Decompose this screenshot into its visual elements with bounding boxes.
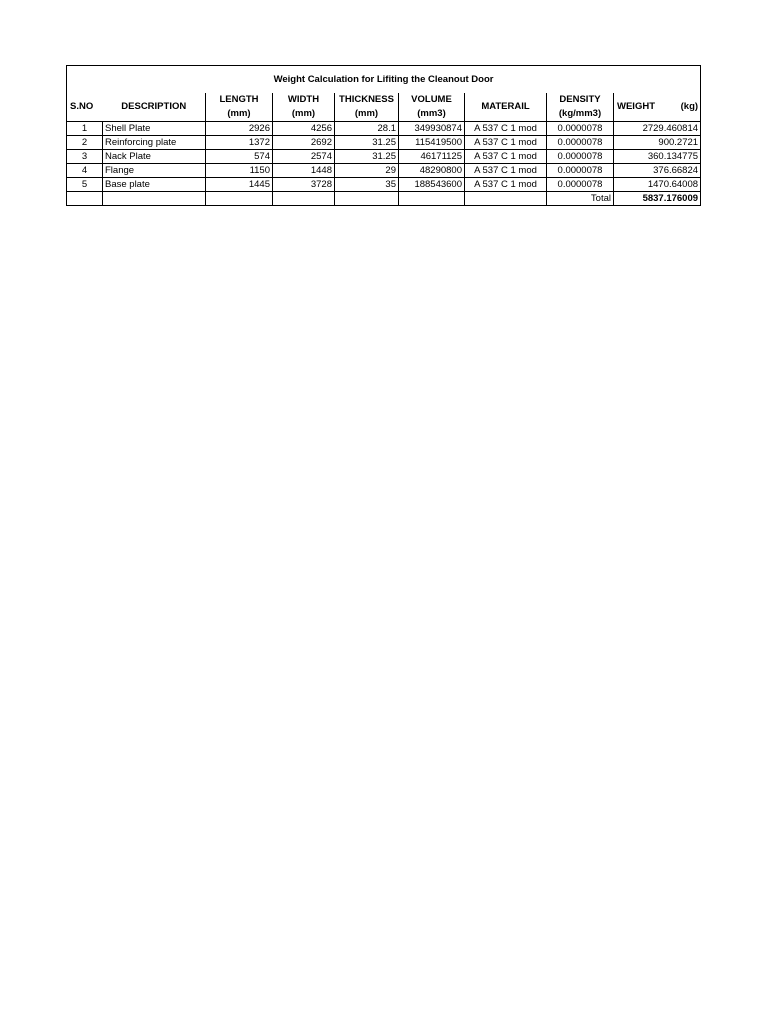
cell-sno: 2 bbox=[67, 136, 103, 150]
header-weight-label: WEIGHT bbox=[617, 101, 655, 112]
table-row bbox=[67, 136, 701, 150]
cell-length: 1445 bbox=[206, 178, 273, 192]
header-thickness-unit: (mm) bbox=[354, 108, 379, 119]
header-sno: S.NO bbox=[67, 93, 103, 122]
cell-width: 2692 bbox=[273, 136, 335, 150]
empty-cell bbox=[335, 192, 399, 206]
header-thickness-label: THICKNESS bbox=[339, 94, 394, 105]
cell-material: A 537 C 1 mod bbox=[465, 136, 547, 150]
total-row bbox=[67, 192, 701, 206]
cell-volume: 349930874 bbox=[399, 122, 465, 136]
cell-material: A 537 C 1 mod bbox=[465, 150, 547, 164]
header-length-unit: (mm) bbox=[227, 108, 251, 119]
cell-thickness: 31.25 bbox=[335, 136, 399, 150]
total-label: Total bbox=[547, 192, 614, 206]
header-weight-unit: (kg) bbox=[680, 101, 699, 112]
cell-sno: 3 bbox=[67, 150, 103, 164]
cell-thickness: 28.1 bbox=[335, 122, 399, 136]
title-row bbox=[67, 66, 701, 94]
cell-sno: 1 bbox=[67, 122, 103, 136]
empty-cell bbox=[273, 192, 335, 206]
header-width-unit: (mm) bbox=[291, 108, 316, 119]
cell-weight: 2729.460814 bbox=[614, 122, 701, 136]
cell-thickness: 31.25 bbox=[335, 150, 399, 164]
header-density-unit: (kg/mm3) bbox=[558, 108, 602, 119]
cell-density: 0.0000078 bbox=[547, 136, 614, 150]
cell-description: Nack Plate bbox=[103, 150, 206, 164]
header-density bbox=[547, 93, 614, 122]
cell-weight: 376.66824 bbox=[614, 164, 701, 178]
cell-length: 1372 bbox=[206, 136, 273, 150]
table-row bbox=[67, 178, 701, 192]
cell-volume: 115419500 bbox=[399, 136, 465, 150]
header-volume-label: VOLUME bbox=[411, 94, 452, 105]
header-material: MATERAIL bbox=[465, 93, 547, 122]
cell-description: Shell Plate bbox=[103, 122, 206, 136]
header-density-label: DENSITY bbox=[559, 94, 601, 105]
total-weight-value: 5837.176009 bbox=[614, 192, 701, 206]
cell-weight: 900.2721 bbox=[614, 136, 701, 150]
cell-volume: 46171125 bbox=[399, 150, 465, 164]
cell-volume: 48290800 bbox=[399, 164, 465, 178]
header-volume-unit: (mm3) bbox=[417, 108, 446, 119]
header-width-label: WIDTH bbox=[287, 94, 320, 105]
header-volume bbox=[399, 93, 465, 122]
cell-material: A 537 C 1 mod bbox=[465, 122, 547, 136]
table-title: Weight Calculation for Lifiting the Cleanout Door bbox=[67, 66, 701, 94]
cell-width: 3728 bbox=[273, 178, 335, 192]
cell-description: Base plate bbox=[103, 178, 206, 192]
cell-density: 0.0000078 bbox=[547, 122, 614, 136]
cell-material: A 537 C 1 mod bbox=[465, 178, 547, 192]
cell-description: Reinforcing plate bbox=[103, 136, 206, 150]
cell-material: A 537 C 1 mod bbox=[465, 164, 547, 178]
cell-length: 1150 bbox=[206, 164, 273, 178]
cell-sno: 4 bbox=[67, 164, 103, 178]
header-length bbox=[206, 93, 273, 122]
cell-width: 1448 bbox=[273, 164, 335, 178]
empty-cell bbox=[399, 192, 465, 206]
cell-density: 0.0000078 bbox=[547, 150, 614, 164]
cell-sno: 5 bbox=[67, 178, 103, 192]
cell-thickness: 35 bbox=[335, 178, 399, 192]
table-row bbox=[67, 150, 701, 164]
cell-density: 0.0000078 bbox=[547, 178, 614, 192]
header-length-label: LENGTH bbox=[219, 94, 259, 105]
empty-cell bbox=[103, 192, 206, 206]
cell-length: 574 bbox=[206, 150, 273, 164]
cell-weight: 1470.64008 bbox=[614, 178, 701, 192]
weight-calculation-sheet bbox=[66, 65, 700, 206]
cell-length: 2926 bbox=[206, 122, 273, 136]
header-row bbox=[67, 93, 701, 122]
empty-cell bbox=[67, 192, 103, 206]
header-width bbox=[273, 93, 335, 122]
header-description: DESCRIPTION bbox=[103, 93, 206, 122]
header-thickness bbox=[335, 93, 399, 122]
cell-width: 2574 bbox=[273, 150, 335, 164]
cell-weight: 360.134775 bbox=[614, 150, 701, 164]
table-row bbox=[67, 122, 701, 136]
cell-width: 4256 bbox=[273, 122, 335, 136]
cell-thickness: 29 bbox=[335, 164, 399, 178]
cell-density: 0.0000078 bbox=[547, 164, 614, 178]
cell-description: Flange bbox=[103, 164, 206, 178]
cell-volume: 188543600 bbox=[399, 178, 465, 192]
empty-cell bbox=[206, 192, 273, 206]
table-row bbox=[67, 164, 701, 178]
header-weight bbox=[614, 93, 701, 122]
weight-calculation-table bbox=[66, 65, 701, 206]
empty-cell bbox=[465, 192, 547, 206]
